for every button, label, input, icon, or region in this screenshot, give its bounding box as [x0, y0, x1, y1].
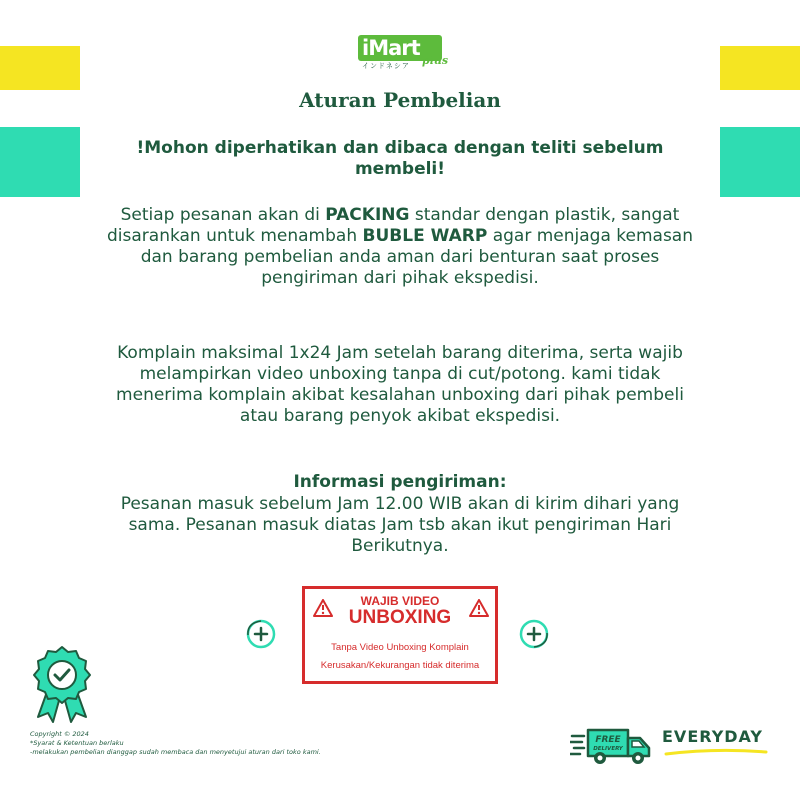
stamp-line-2: Kerusakan/Kekurangan tidak diterima [320, 660, 480, 671]
truck-free-text: FREE [595, 735, 621, 745]
packing-paragraph [100, 205, 700, 289]
decor-yellow-right [720, 46, 800, 90]
page-title: Aturan Pembelian [299, 88, 501, 112]
imart-logo [358, 33, 449, 73]
decor-teal-right [720, 127, 800, 197]
logo-plus: plus [422, 54, 449, 67]
notice-text: !Mohon diperhatikan dan dibaca dengan teliti sebelum membeli! [136, 138, 664, 179]
shipping-heading: Informasi pengiriman: [293, 472, 507, 492]
shipping-paragraph: Pesanan masuk sebelum Jam 12.00 WIB akan di kirim dihari yang sama. Pesanan masuk diatas Jam tsb akan ikut pengiriman Hari Berikutnya. [120, 494, 680, 556]
truck-delivery-text: DELIVERY [593, 746, 623, 752]
packing-pre: Setiap pesanan akan di [120, 205, 326, 225]
stamp-title: WAJIB VIDEO [360, 594, 440, 608]
everyday-label: EVERYDAY [662, 727, 763, 746]
complaint-paragraph: Komplain maksimal 1x24 Jam setelah barang diterima, serta wajib melampirkan video unboxing tanpa di cut/potong. kami tidak menerima komplain akibat kesalahan unboxing dari pihak pembeli atau barang penyok akibat ekspedisi. [116, 343, 684, 426]
plus-circle-icon[interactable] [244, 617, 278, 651]
footer [30, 730, 321, 757]
footer-note: -melakukan pembelian dianggap sudah membaca dan menyetujui aturan dari toko kami. [30, 748, 321, 756]
logo-subtitle: インドネシア [362, 62, 410, 70]
packing-bold: PACKING [325, 205, 410, 225]
stamp-line-1: Tanpa Video Unboxing Komplain [331, 642, 469, 653]
decor-yellow-left [0, 46, 80, 90]
decor-teal-left [0, 127, 80, 197]
packing-post: agar menjaga kemasan dan barang pembelian anda aman dari benturan saat proses pengiriman dari pihak ekspedisi. [140, 226, 693, 288]
logo-brand: iMart [362, 36, 420, 60]
everyday-underline [664, 748, 768, 756]
unboxing-stamp [302, 586, 498, 684]
plus-circle-icon[interactable] [517, 617, 551, 651]
stamp-unboxing: UNBOXING [348, 607, 452, 628]
bubble-wrap-bold: BUBLE WARP [362, 226, 488, 246]
badge-check-icon [30, 645, 94, 725]
copyright: Copyright © 2024 [30, 730, 89, 738]
packing-mid: standar dengan plastik, sangat disarankan untuk menambah [107, 205, 680, 246]
terms: *Syarat & Ketentuan berlaku [30, 739, 124, 747]
delivery-truck-icon [570, 726, 652, 766]
